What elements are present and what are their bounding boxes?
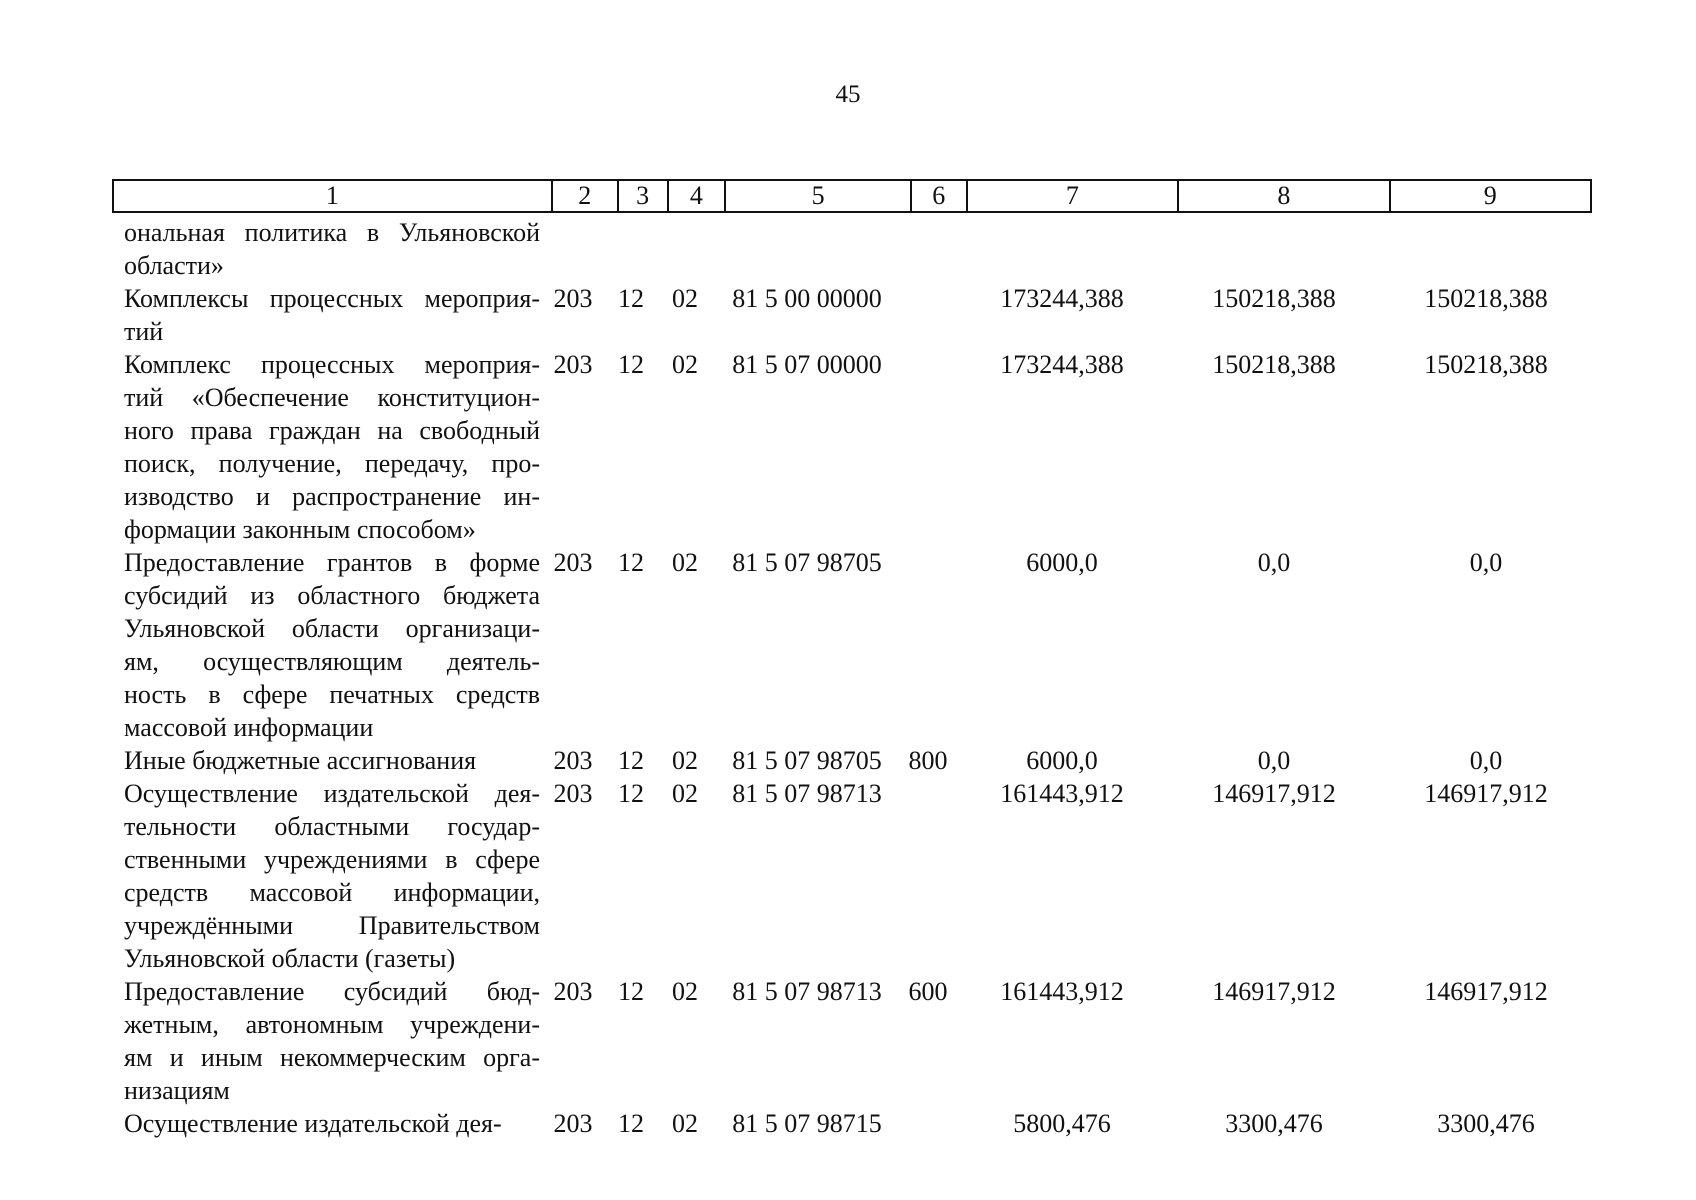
section-code: 12 (618, 548, 644, 577)
row-description (112, 777, 540, 975)
description-line: ям, осуществляющим деятель- (124, 647, 540, 676)
column-header-1: 1 (114, 181, 553, 211)
table-header (112, 179, 1592, 213)
target-item-code: 81 5 07 00000 (732, 350, 882, 379)
row-description (112, 282, 540, 348)
column-header-2: 2 (553, 181, 619, 211)
description-line: низациям (124, 1076, 230, 1105)
amount-year-1: 5800,476 (1013, 1109, 1111, 1138)
column-header-4: 4 (669, 181, 727, 211)
amount-year-1: 161443,912 (1000, 977, 1124, 1006)
description-line: Ульяновской области организаци- (124, 614, 540, 643)
expense-type-code (900, 216, 956, 282)
table-row (112, 975, 1592, 1107)
amount-year-3: 146917,912 (1424, 779, 1548, 808)
description-line: поиск, получение, передачу, про- (124, 449, 540, 478)
amount-year-3: 146917,912 (1424, 977, 1548, 1006)
table-row (112, 546, 1592, 744)
description-line: учреждёнными Правительством (124, 911, 540, 940)
target-item-code: 81 5 07 98705 (732, 548, 882, 577)
target-item-code: 81 5 07 98713 (732, 779, 882, 808)
table-body (112, 216, 1592, 1140)
amount-year-2: 0,0 (1257, 548, 1291, 577)
table-row (112, 777, 1592, 975)
subsection-code: 02 (672, 779, 698, 808)
amount-year-2: 0,0 (1257, 746, 1291, 775)
amount-year-1: 173244,388 (1000, 350, 1124, 379)
section-code: 12 (618, 1109, 644, 1138)
expense-type-code (900, 777, 956, 975)
subsection-code: 02 (672, 548, 698, 577)
expense-type-code (900, 282, 956, 348)
description-line: массовой информации (124, 713, 374, 742)
amount-year-2: 146917,912 (1212, 977, 1336, 1006)
chapter-code (540, 216, 606, 282)
amount-year-3: 0,0 (1469, 548, 1503, 577)
amount-year-1: 6000,0 (1026, 548, 1098, 577)
amount-year-2: 146917,912 (1212, 779, 1336, 808)
amount-year-2 (1168, 216, 1380, 282)
description-line: Иные бюджетные ассигнования (124, 746, 477, 775)
column-header-9: 9 (1483, 181, 1497, 210)
description-line: Комплексы процессных мероприя- (124, 284, 540, 313)
section-code: 12 (618, 350, 644, 379)
expense-type-code (900, 348, 956, 546)
subsection-code: 02 (672, 284, 698, 313)
column-header-8: 8 (1179, 181, 1390, 211)
row-description (112, 975, 540, 1107)
description-line: Предоставление грантов в форме (124, 548, 540, 577)
section-code: 12 (618, 284, 644, 313)
amount-year-3: 150218,388 (1424, 350, 1548, 379)
subsection-code: 02 (672, 1109, 698, 1138)
amount-year-1 (956, 216, 1168, 282)
chapter-code: 203 (553, 548, 593, 577)
expense-type-code: 800 (908, 746, 948, 775)
description-line: ность в сфере печатных средств (124, 680, 540, 709)
amount-year-3: 3300,476 (1437, 1109, 1535, 1138)
target-item-code: 81 5 07 98715 (732, 1109, 882, 1138)
chapter-code: 203 (553, 1109, 593, 1138)
target-item-code: 81 5 07 98705 (732, 746, 882, 775)
description-line: изводство и распространение ин- (124, 482, 540, 511)
expense-type-code (900, 1107, 956, 1140)
subsection-code: 02 (672, 350, 698, 379)
description-line: ственными учреждениями в сфере (124, 845, 540, 874)
description-line: средств массовой информации, (124, 878, 540, 907)
description-line: тий «Обеспечение конституцион- (124, 383, 540, 412)
row-description (112, 546, 540, 744)
column-header-7: 7 (968, 181, 1179, 211)
target-item-code: 81 5 07 98713 (732, 977, 882, 1006)
description-line: жетным, автономным учреждени- (124, 1010, 540, 1039)
description-line: ного права граждан на свободный (124, 416, 540, 445)
row-description (112, 1107, 540, 1140)
amount-year-1: 6000,0 (1026, 746, 1098, 775)
section-code: 12 (618, 746, 644, 775)
description-line: ональная политика в Ульяновской (124, 218, 540, 247)
table-row (112, 282, 1592, 348)
table-row (112, 1107, 1592, 1140)
description-line: субсидий из областного бюджета (124, 581, 540, 610)
description-line: тий (124, 317, 164, 346)
description-line: Комплекс процессных мероприя- (124, 350, 540, 379)
target-item-code (714, 216, 900, 282)
description-line: Осуществление издательской дея- (124, 779, 540, 808)
chapter-code: 203 (553, 284, 593, 313)
description-line: Ульяновской области (газеты) (124, 944, 456, 973)
description-line: тельности областными государ- (124, 812, 540, 841)
section-code: 12 (618, 779, 644, 808)
amount-year-3: 0,0 (1469, 746, 1503, 775)
chapter-code: 203 (553, 779, 593, 808)
amount-year-2: 3300,476 (1225, 1109, 1323, 1138)
description-line: области» (124, 251, 224, 280)
table-row (112, 744, 1592, 777)
chapter-code: 203 (553, 350, 593, 379)
description-line: ям и иным некоммерческим орга- (124, 1043, 540, 1072)
amount-year-3 (1380, 216, 1592, 282)
amount-year-1: 161443,912 (1000, 779, 1124, 808)
target-item-code: 81 5 00 00000 (732, 284, 882, 313)
row-description (112, 744, 540, 777)
subsection-code: 02 (672, 977, 698, 1006)
table-row (112, 348, 1592, 546)
row-description (112, 216, 540, 282)
description-line: Осуществление издательской дея- (124, 1109, 502, 1138)
table-row (112, 216, 1592, 282)
amount-year-2: 150218,388 (1212, 284, 1336, 313)
amount-year-3: 150218,388 (1424, 284, 1548, 313)
amount-year-2: 150218,388 (1212, 350, 1336, 379)
section-code (606, 216, 656, 282)
column-header-6: 6 (912, 181, 968, 211)
description-line: формации законным способом» (124, 515, 476, 544)
subsection-code: 02 (672, 746, 698, 775)
row-description (112, 348, 540, 546)
chapter-code: 203 (553, 977, 593, 1006)
page-number: 45 (835, 81, 861, 108)
expense-type-code (900, 546, 956, 744)
description-line: Предоставление субсидий бюд- (124, 977, 540, 1006)
expense-type-code: 600 (908, 977, 948, 1006)
column-header-3: 3 (619, 181, 669, 211)
section-code: 12 (618, 977, 644, 1006)
column-header-5: 5 (726, 181, 912, 211)
chapter-code: 203 (553, 746, 593, 775)
subsection-code (656, 216, 714, 282)
amount-year-1: 173244,388 (1000, 284, 1124, 313)
